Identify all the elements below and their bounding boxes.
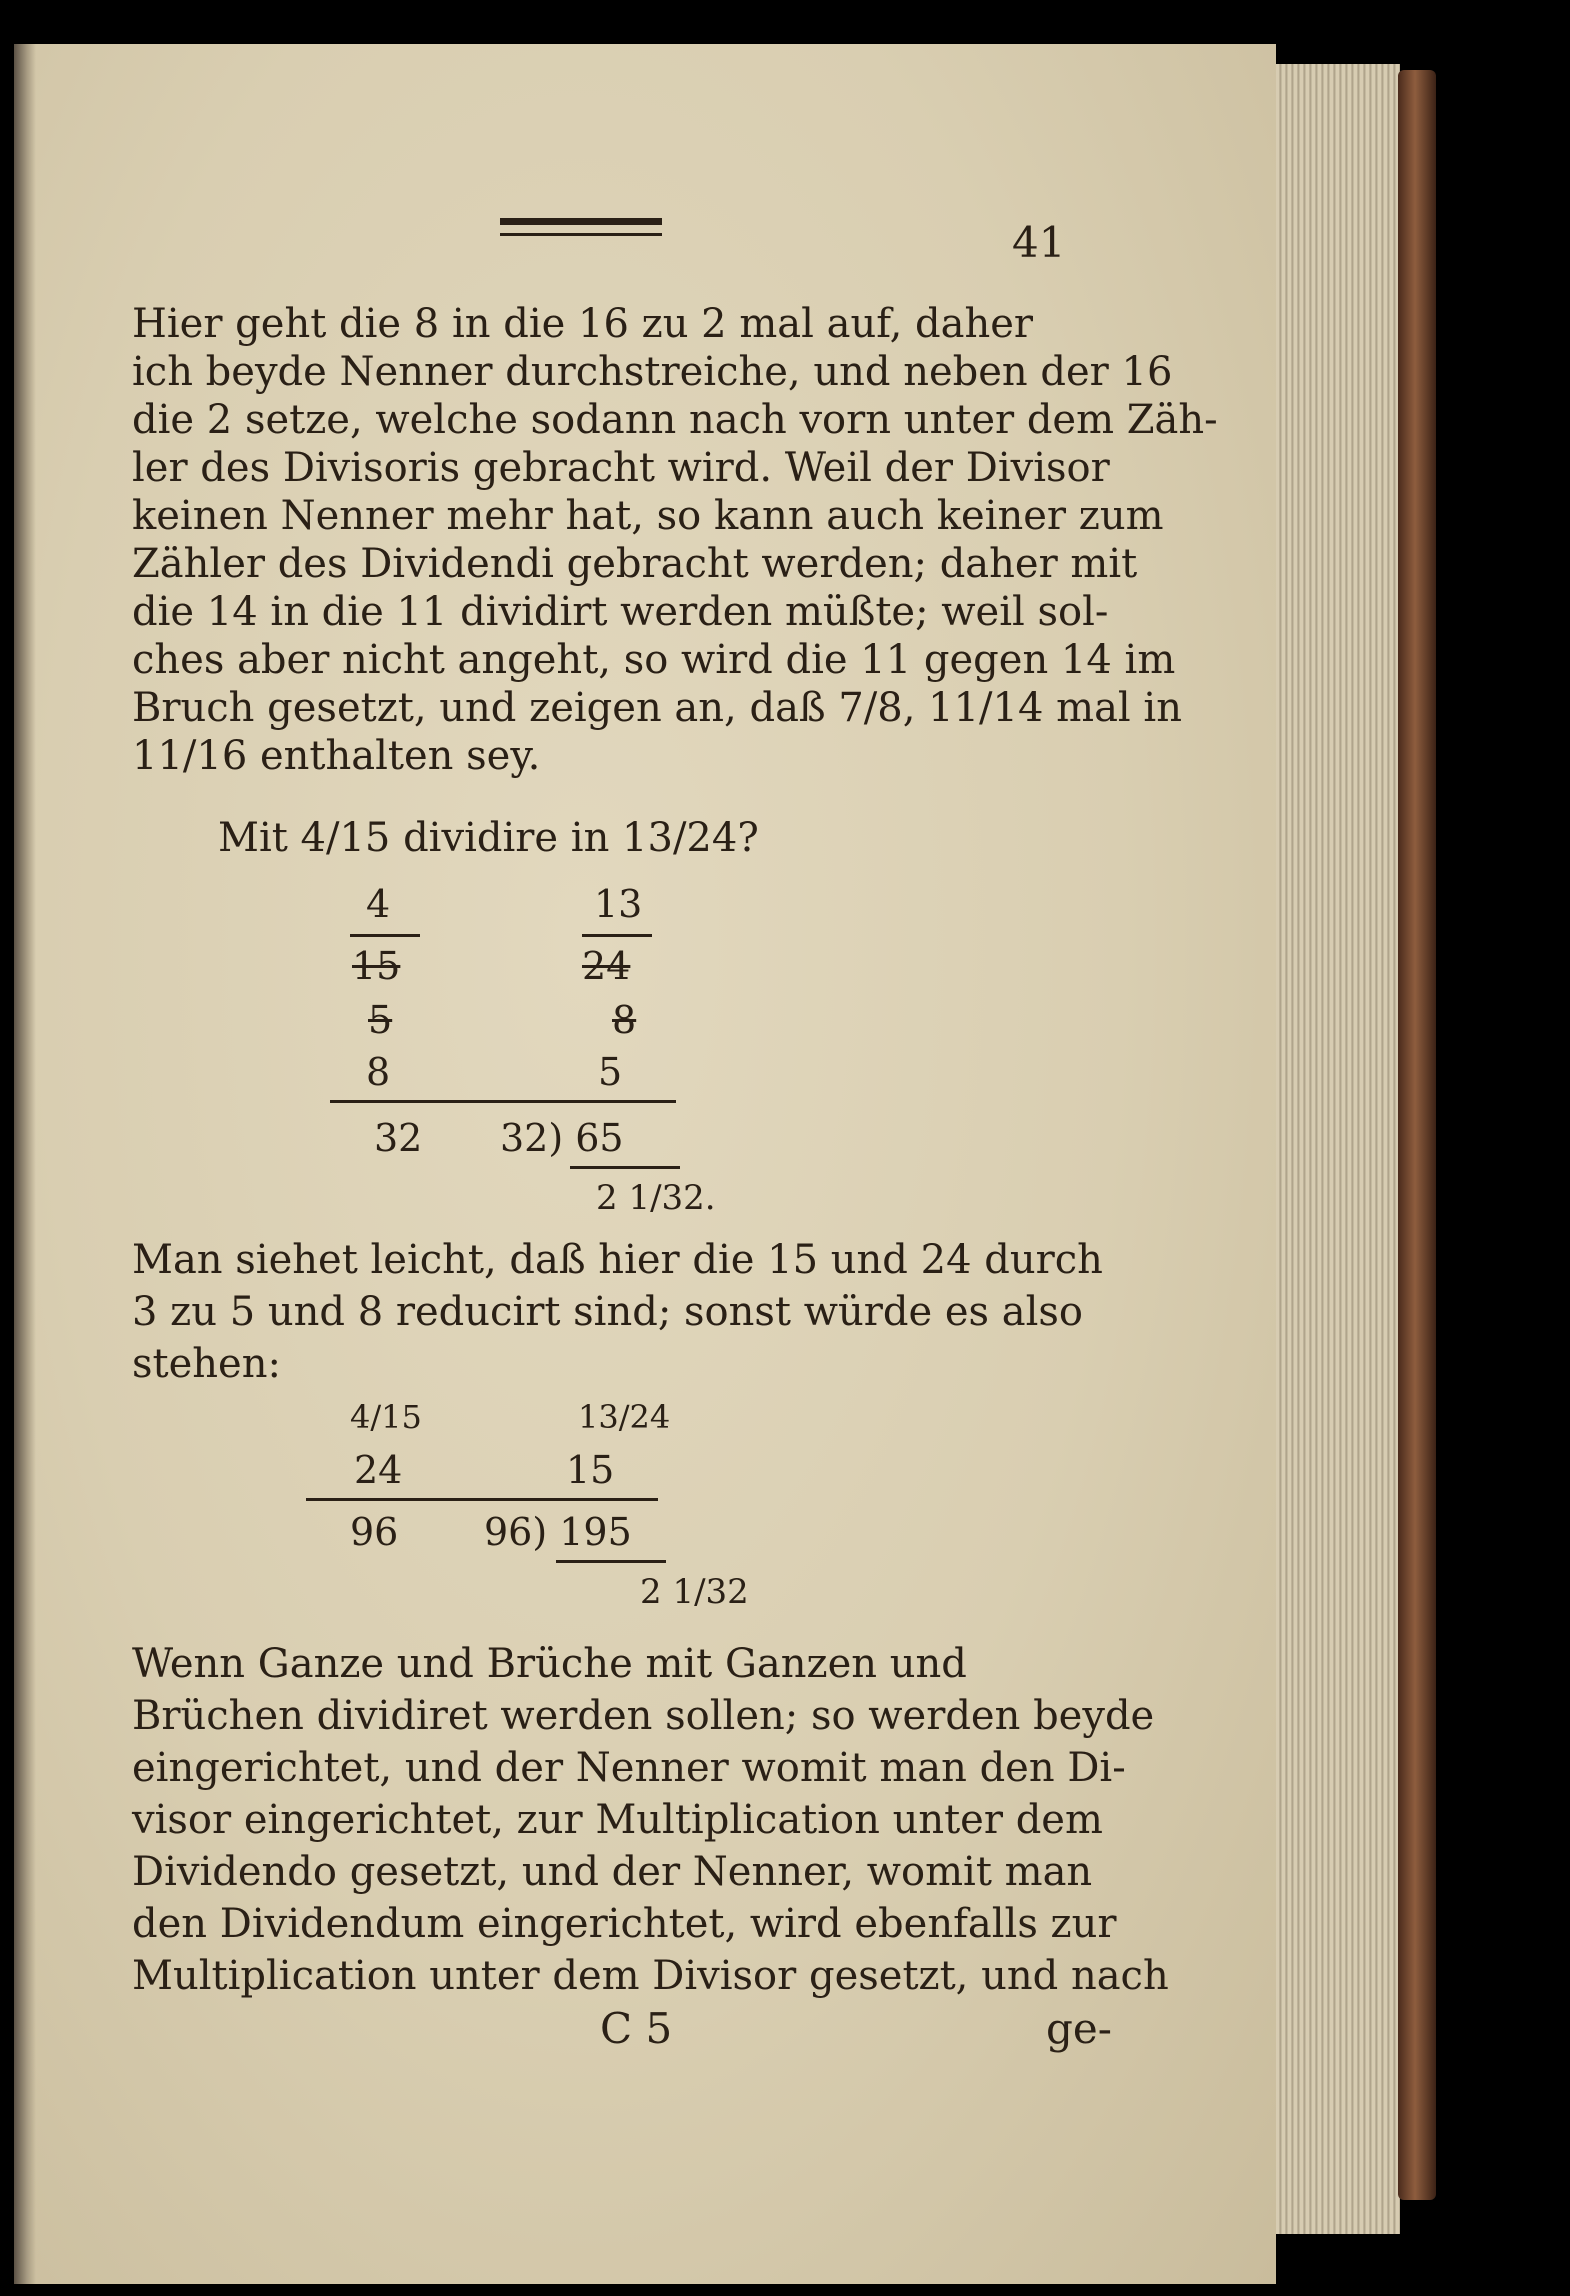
struck-denominator-2: 24 [582, 944, 631, 988]
catchword: ge- [1046, 2004, 1112, 2053]
multiplier-2: 5 [598, 1050, 623, 1094]
text-line: Hier geht die 8 in die 16 zu 2 mal auf, daher [132, 301, 1034, 347]
result-1: 2 1/32. [596, 1178, 716, 1218]
text-line: den Dividendum eingerichtet, wird ebenfalls zur [132, 1901, 1117, 1947]
text-line: Bruch gesetzt, und zeigen an, daß 7/8, 11/14 mal in [132, 685, 1182, 731]
result-2: 2 1/32 [640, 1572, 749, 1612]
sum-rule [306, 1498, 658, 1501]
fraction-bar [350, 934, 420, 937]
text-line: 11/16 enthalten sey. [132, 733, 541, 779]
text-line: ler des Divisoris gebracht wird. Weil der Divisor [132, 445, 1110, 491]
book-cover-edge [1398, 70, 1436, 2200]
text-line: keinen Nenner mehr hat, so kann auch keiner zum [132, 493, 1164, 539]
product-1: 96 [350, 1510, 399, 1554]
text-line: stehen: [132, 1341, 281, 1387]
signature-mark: C 5 [600, 2004, 673, 2053]
multiplier-1: 24 [354, 1448, 403, 1492]
fraction-bar [582, 934, 652, 937]
page-number: 41 [1012, 218, 1066, 267]
numerator-2: 13 [594, 882, 643, 926]
fraction-2: 13/24 [578, 1398, 671, 1436]
sum-rule [330, 1100, 676, 1103]
text-line: Zähler des Dividendi gebracht werden; daher mit [132, 541, 1138, 587]
text-line: Man siehet leicht, daß hier die 15 und 24 durch [132, 1237, 1103, 1283]
text-line: 3 zu 5 und 8 reducirt sind; sonst würde es also [132, 1289, 1083, 1335]
division-step: 96) 195 [484, 1510, 632, 1554]
struck-denominator-1: 15 [352, 944, 401, 988]
numerator-1: 4 [366, 882, 391, 926]
text-line: Brüchen dividiret werden sollen; so werden beyde [132, 1693, 1155, 1739]
product-1: 32 [374, 1116, 423, 1160]
text-line: die 14 in die 11 dividirt werden müßte; weil sol- [132, 589, 1109, 635]
text-line: visor eingerichtet, zur Multiplication unter dem [132, 1797, 1103, 1843]
text-line: eingerichtet, und der Nenner womit man den Di- [132, 1745, 1126, 1791]
binding-gutter [14, 44, 36, 2284]
fraction-1: 4/15 [350, 1398, 422, 1436]
text-line: Wenn Ganze und Brüche mit Ganzen und [132, 1641, 967, 1687]
text-line: ches aber nicht angeht, so wird die 11 gegen 14 im [132, 637, 1176, 683]
text-line: ich beyde Nenner durchstreiche, und neben der 16 [132, 349, 1173, 395]
question-line: Mit 4/15 dividire in 13/24? [218, 815, 759, 861]
multiplier-2: 15 [566, 1448, 615, 1492]
division-step: 32) 65 [500, 1116, 624, 1160]
header-rule [500, 218, 662, 236]
division-rule [570, 1166, 680, 1169]
page-edges [1276, 64, 1400, 2234]
multiplier-1: 8 [366, 1050, 391, 1094]
text-line: Multiplication unter dem Divisor gesetzt, und nach [132, 1953, 1169, 1999]
struck-reduced-2: 8 [612, 998, 637, 1042]
struck-reduced-1: 5 [368, 998, 393, 1042]
text-line: die 2 setze, welche sodann nach vorn unter dem Zäh- [132, 397, 1218, 443]
text-line: Dividendo gesetzt, und der Nenner, womit man [132, 1849, 1093, 1895]
division-rule [556, 1560, 666, 1563]
